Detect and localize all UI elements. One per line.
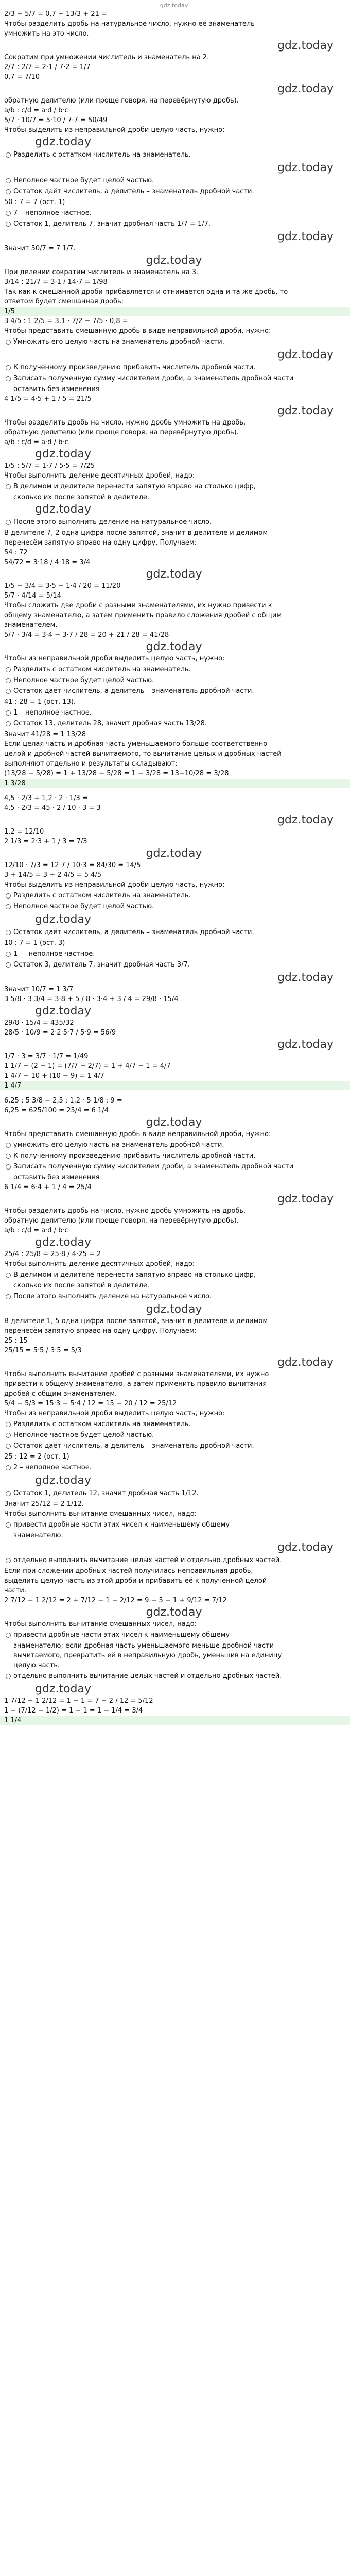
watermark: gdz.today: [146, 640, 202, 653]
text-line: знаменателю; если дробная часть уменьшаемого меньше дробной части: [13, 1642, 274, 1650]
equation: 6 1/4 = 6·4 + 1 / 4 = 25/4: [4, 1183, 92, 1191]
bullet-item: К полученному произведению прибавить числитель дробной части.: [4, 363, 344, 372]
equation: 50 : 7 = 7 (ост. 1): [4, 198, 65, 206]
bullet-item: Записать полученную сумму числителем дроби, а знаменатель дробной части: [4, 374, 344, 383]
bullet-item: В делимом и делителе перенести запятую вправо на столько цифр,: [4, 482, 344, 491]
equation: 1 7/12 − 1 2/12 = 1 − 1 = 7 − 2 / 12 = 5/12: [4, 1697, 153, 1705]
bullet-item: Неполное частное будет целой частью.: [4, 1431, 344, 1439]
watermark: gdz.today: [277, 82, 334, 95]
answer-highlight: 1 1/4: [0, 1716, 350, 1725]
equation: (13/28 − 5/28) = 1 + 13/28 − 5/28 = 1 − 3/28 = 13−10/28 = 3/28: [4, 770, 229, 777]
bullet-item: К полученному произведению прибавить числитель дробной части.: [4, 1151, 344, 1160]
watermark: gdz.today: [146, 1303, 202, 1316]
equation: 3/14 : 21/7 = 3·1 / 14·7 = 1/98: [4, 278, 108, 286]
text-line: Чтобы разделить дробь на число, нужно дробь умножить на дробь,: [4, 1207, 246, 1215]
equation: 5/4 − 5/3 = 15·3 − 5·4 / 12 = 15 − 20 / 12 = 25/12: [4, 1400, 177, 1408]
answer-highlight: 1 3/28: [0, 779, 350, 788]
bullet-item: 7 – неполное частное.: [4, 209, 344, 217]
text-line: При делении сократим числитель и знаменатель на 3.: [4, 268, 199, 276]
bullet-item: Остаток 3, делитель 7, значит дробная часть 3/7.: [4, 960, 344, 969]
bullet-item: отдельно выполнить вычитание целых частей и отдельно дробных частей.: [4, 1672, 344, 1681]
equation: 1/5 : 5/7 = 1·7 / 5·5 = 7/25: [4, 462, 95, 470]
bullet-item: 2 – неполное частное.: [4, 1463, 344, 1472]
bullet-item: Неполное частное будет целой частью.: [4, 902, 344, 911]
text-line: сколько их после запятой в делителе.: [13, 494, 150, 501]
watermark: gdz.today: [277, 814, 334, 826]
watermark: gdz.today: [277, 1038, 334, 1051]
text-line: части.: [4, 1587, 26, 1595]
text-line: привести к общему знаменателю, а затем применить правило вычитания: [4, 1380, 267, 1388]
text-line: дробей с общим знаменателем.: [4, 1390, 117, 1398]
watermark: gdz.today: [35, 913, 92, 926]
equation: Значит 25/12 = 2 1/12.: [4, 1500, 84, 1508]
equation: 3 4/5 : 1 2/5 = 3,1 · 7/2 − 7/5 · 0,8 =: [4, 317, 128, 325]
bullet-item: Остаток 1, делитель 7, значит дробная часть 1/7 = 1/7.: [4, 219, 344, 228]
text-line: Сократим при умножении числитель и знаменатель на 2.: [4, 54, 209, 61]
equation: 6,25 : 5 3/8 − 2,5 : 1,2 · 5 1/8 : 9 =: [4, 1097, 122, 1105]
equation: 28/5 · 10/9 = 2·2·5·7 / 5·9 = 56/9: [4, 1029, 116, 1037]
equation: Значит 10/7 = 1 3/7: [4, 986, 74, 993]
text-line: Чтобы выполнить деление десятичных дробей, надо:: [4, 472, 195, 480]
text-line: Чтобы представить смешанную дробь в виде неправильной дроби, нужно:: [4, 1130, 271, 1138]
text-line: Чтобы выделить из неправильной дроби целую часть, нужно:: [4, 881, 225, 889]
equation: 1/5 − 3/4 = 3·5 − 1·4 / 20 = 11/20: [4, 582, 121, 590]
text-line: Чтобы разделить дробь на число, нужно дробь умножить на дробь,: [4, 419, 246, 427]
equation: 4 1/5 = 4·5 + 1 / 5 = 21/5: [4, 395, 92, 403]
watermark: gdz.today: [146, 1116, 202, 1129]
text-line: Чтобы выполнить вычитание дробей с разными знаменателями, их нужно: [4, 1370, 269, 1378]
text-line: вычитаемого, превратить её в неправильную дробь, уменьшив на единицу: [13, 1652, 282, 1659]
text-line: Если при сложении дробных частей получилась неправильная дробь,: [4, 1567, 253, 1575]
equation: 1/7 · 3 = 3/7 · 1/7 = 1/49: [4, 1053, 89, 1060]
bullet-item: Остаток даёт числитель, а делитель – знаменатель дробной части.: [4, 187, 344, 196]
bullet-item: Разделить с остатком числитель на знаменатель.: [4, 665, 344, 674]
watermark: gdz.today: [277, 404, 334, 417]
watermark: gdz.today: [277, 230, 334, 243]
watermark: gdz.today: [35, 1474, 92, 1487]
text-line: оставить без изменения: [13, 385, 100, 393]
bullet-item: 1 – неполное частное.: [4, 708, 344, 717]
text-line: сколько их после запятой в делителе.: [13, 1282, 150, 1290]
bullet-item: Разделить с остатком числитель на знаменатель.: [4, 891, 344, 900]
bullet-item: Разделить с остатком числитель на знаменатель.: [4, 1420, 344, 1429]
bullet-item: 1 — неполное частное.: [4, 950, 344, 958]
bullet-item: Остаток 1, делитель 12, значит дробная часть 1/12.: [4, 1489, 344, 1498]
watermark: gdz.today: [146, 568, 202, 581]
watermark: gdz.today: [35, 1683, 92, 1696]
equation: 5/7 · 10/7 = 5·10 / 7·7 = 50/49: [4, 116, 108, 124]
text-line: Чтобы из неправильной дроби выделить целую часть, нужно:: [4, 655, 225, 663]
header-expression: 2/3 + 5/7 = 0,7 + 13/3 + 21 =: [4, 10, 107, 18]
equation: 2 1/3 = 2·3 + 1 / 3 = 7/3: [4, 838, 87, 845]
equation: 4,5 · 2/3 = 45 · 2 / 10 · 3 = 3: [4, 804, 101, 812]
bullet-item: привести дробные части этих чисел к наименьшему общему: [4, 1520, 344, 1529]
watermark: gdz.today: [277, 971, 334, 984]
equation: 10 : 7 = 1 (ост. 3): [4, 939, 65, 947]
watermark: gdz.today: [35, 1005, 92, 1018]
text-line: Чтобы разделить дробь на натуральное число, нужно её знаменатель: [4, 20, 255, 28]
bullet-item: Остаток даёт числитель, а делитель – знаменатель дробной части.: [4, 928, 344, 937]
equation: 25 : 15: [4, 1337, 28, 1345]
text-line: умножить на это число.: [4, 30, 89, 38]
bullet-item: В делимом и делителе перенести запятую вправо на столько цифр,: [4, 1270, 344, 1279]
text-line: знаменателю.: [13, 1532, 63, 1539]
text-line: обратную делителю (или проще говоря, на перевёрнутую дробь).: [4, 429, 239, 436]
watermark: gdz.today: [35, 448, 92, 461]
text-line: выполняют отдельно и результаты складывают:: [4, 760, 178, 768]
text-line: Чтобы сложить две дроби с разными знаменателями, их нужно привести к: [4, 602, 272, 609]
watermark: gdz.today: [277, 1356, 334, 1369]
equation: 41 : 28 = 1 (ост. 13).: [4, 698, 76, 706]
text-line: Чтобы представить смешанную дробь в виде неправильной дроби, нужно:: [4, 327, 271, 335]
equation: a/b : c/d = a·d / b·c: [4, 1227, 68, 1234]
equation: a/b : c/d = a·d / b·c: [4, 107, 68, 114]
text-line: В делителе 1, 5 одна цифра после запятой, значит в делителе и делимом: [4, 1317, 268, 1325]
text-line: оставить без изменения: [13, 1174, 100, 1181]
watermark: gdz.today: [35, 1236, 92, 1249]
bullet-item: умножить его целую часть на знаменатель дробной части.: [4, 1141, 344, 1149]
equation: 5/7 · 3/4 = 3·4 − 3·7 / 28 = 20 + 21 / 28 = 41/28: [4, 631, 169, 639]
bullet-item: Разделить с остатком числитель на знаменатель.: [4, 150, 344, 159]
text-line: знаменателем.: [4, 621, 58, 629]
equation: 2/7 : 2/7 = 2·1 / 7·2 = 1/7: [4, 63, 91, 71]
equation: Значит 41/28 = 1 13/28: [4, 731, 86, 738]
bullet-item: Записать полученную сумму числителем дроби, а знаменатель дробной части: [4, 1162, 344, 1171]
bullet-item: После этого выполнить деление на натуральное число.: [4, 1292, 344, 1301]
equation: 3 5/8 · 3 3/4 = 3·8 + 5 / 8 · 3·4 + 3 / 4 = 29/8 · 15/4: [4, 995, 179, 1003]
text-line: Чтобы выполнить деление десятичных дробей, надо:: [4, 1260, 195, 1268]
answer-highlight: 1 4/7: [0, 1081, 350, 1090]
equation: 1 1/7 − (2 − 1) = (7/7 − 2/7) = 1 + 4/7 − 1 = 4/7: [4, 1062, 171, 1070]
bullet-item: Неполное частное будет целой частью.: [4, 176, 344, 185]
equation: 3 + 14/5 = 3 + 2 4/5 = 5 4/5: [4, 871, 102, 879]
equation: a/b : c/d = a·d / b·c: [4, 438, 68, 446]
watermark: gdz.today: [277, 161, 334, 174]
equation: 54/72 = 3·18 / 4·18 = 3/4: [4, 558, 91, 566]
text-line: обратную делителю (или проще говоря, на перевёрнутую дробь).: [4, 1217, 239, 1225]
watermark: gdz.today: [277, 1541, 334, 1554]
text-line: Так как к смешанной дроби прибавляется и отнимается одна и та же дробь, то: [4, 288, 288, 296]
text-line: Чтобы из неправильной дроби выделить целую часть, нужно:: [4, 1410, 225, 1417]
watermark: gdz.today: [277, 1193, 334, 1206]
watermark: gdz.today: [146, 254, 202, 267]
text-line: Если целая часть и дробная часть уменьшаемого больше соответственно: [4, 740, 268, 748]
answer-highlight: 1/5: [0, 307, 350, 316]
equation: 1 4/7 − 10 + (10 − 9) = 1 4/7: [4, 1072, 104, 1080]
equation: 0,7 = 7/10: [4, 73, 40, 81]
bullet-item: Остаток даёт числитель, а делитель – знаменатель дробной части.: [4, 1442, 344, 1450]
watermark: gdz.today: [35, 503, 92, 516]
watermark-top: gdz.today: [160, 2, 188, 9]
watermark: gdz.today: [35, 135, 92, 148]
equation: 6,25 = 625/100 = 25/4 = 6 1/4: [4, 1107, 109, 1114]
text-line: перенесём запятую вправо на одну цифру. Получаем:: [4, 1327, 197, 1335]
bullet-item: После этого выполнить деление на натуральное число.: [4, 518, 344, 527]
equation: 5/7 · 4/14 = 5/14: [4, 592, 61, 600]
equation: 1,2 = 12/10: [4, 828, 44, 836]
equation: 29/8 · 15/4 = 435/32: [4, 1019, 74, 1027]
text-line: В делителе 7, 2 одна цифра после запятой, значит в делителе и делимом: [4, 529, 268, 537]
watermark: gdz.today: [277, 39, 334, 52]
text-line: перенесём запятую вправо на одну цифру. Получаем:: [4, 539, 197, 547]
equation: 12/10 · 7/3 = 12·7 / 10·3 = 84/30 = 14/5: [4, 861, 141, 869]
text-line: общему знаменателю, а затем применить правило сложения дробей с общим: [4, 612, 282, 619]
watermark: gdz.today: [146, 1606, 202, 1619]
bullet-item: Неполное частное будет целой частью.: [4, 676, 344, 685]
text-line: выделить целую часть из этой дроби и прибавить её к полученной целой: [4, 1577, 267, 1585]
equation: 25 : 12 = 2 (ост. 1): [4, 1453, 69, 1461]
bullet-item: отдельно выполнить вычитание целых частей и отдельно дробных частей.: [4, 1556, 344, 1565]
text-line: Чтобы выполнить вычитание смешанных чисел, надо:: [4, 1510, 197, 1518]
text-line: целой и дробной частей вычитаемого, то вычитание целых и дробных частей: [4, 750, 282, 758]
text-line: ответом будет смешанная дробь:: [4, 298, 124, 306]
bullet-item: Остаток даёт числитель, а делитель – знаменатель дробной части.: [4, 687, 344, 696]
watermark: gdz.today: [146, 847, 202, 860]
text-line: Чтобы выделить из неправильной дроби целую часть, нужно:: [4, 126, 225, 134]
equation: 54 : 72: [4, 549, 28, 556]
text-line: Чтобы выполнить вычитание смешанных чисел, надо:: [4, 1620, 197, 1628]
bullet-item: Умножить его целую часть на знаменатель дробной части.: [4, 337, 344, 346]
equation: Значит 50/7 = 7 1/7.: [4, 245, 76, 252]
text-line: целую часть.: [13, 1662, 60, 1669]
bullet-item: Остаток 13, делитель 28, значит дробная часть 13/28.: [4, 719, 344, 728]
equation: 2 7/12 − 1 2/12 = 2 + 7/12 − 1 − 2/12 = 9 − 5 − 1 + 9/12 = 7/12: [4, 1597, 227, 1604]
text-line: обратную делителю (или проще говоря, на перевёрнутую дробь).: [4, 97, 239, 105]
bullet-item: привести дробные части этих чисел к наименьшему общему: [4, 1631, 344, 1639]
equation: 25/15 = 5·5 / 3·5 = 5/3: [4, 1347, 82, 1354]
equation: 1 − (7/12 − 1/2) = 1 − 1 = 1 − 1/4 = 3/4: [4, 1707, 143, 1715]
watermark: gdz.today: [277, 348, 334, 361]
equation: 4,5 · 2/3 + 1,2 · 2 · 1/3 =: [4, 794, 88, 802]
equation: 25/4 : 25/8 = 25·8 / 4·25 = 2: [4, 1250, 101, 1258]
